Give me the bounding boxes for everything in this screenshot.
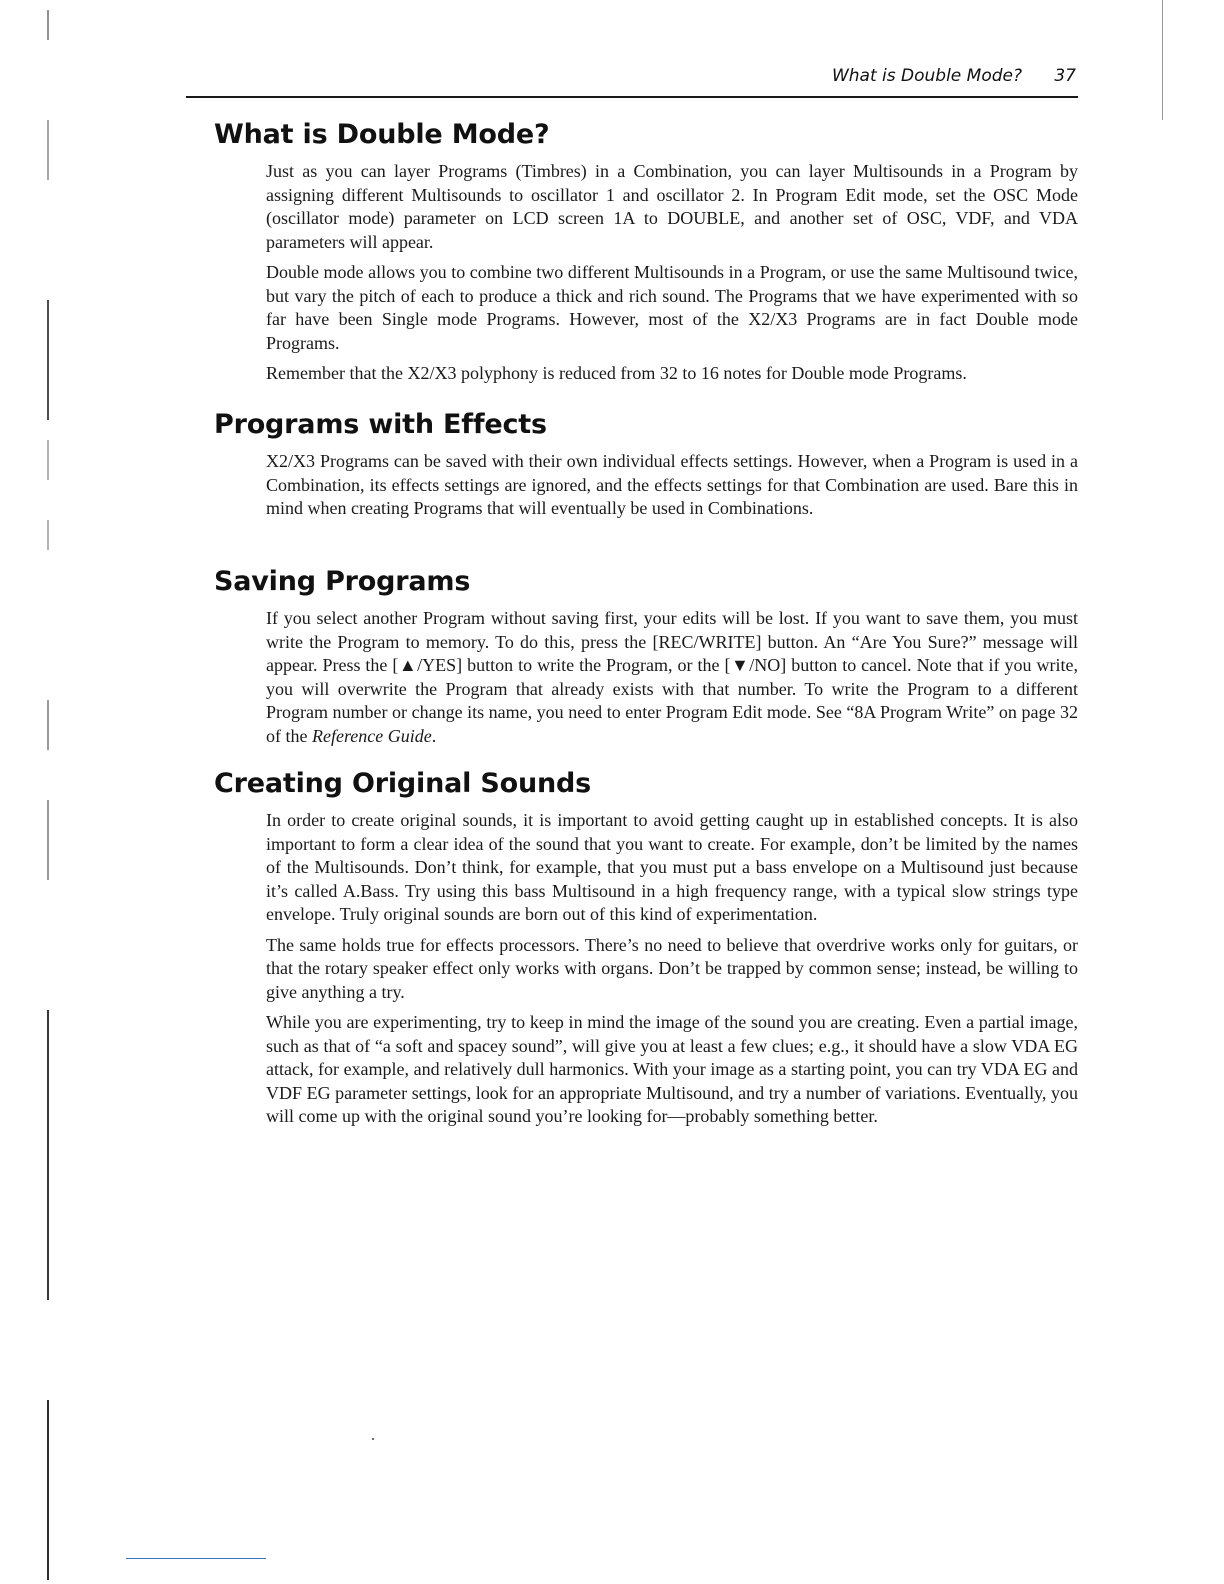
paragraph: Remember that the X2/X3 polyphony is reduced from 32 to 16 notes for Double mode Programs. (266, 363, 967, 383)
section-saving-programs (214, 565, 1078, 755)
section-double-mode (214, 118, 1078, 393)
footnote-rule (126, 1558, 266, 1559)
paragraph-text: If you select another Program without saving first, your edits will be lost. If you want to save them, you must write the Program to memory. To do this, press the [REC/WRITE] button. An “Are You Sure?” message will appear. Press the [▲/YES] button to write the Program, or the [▼/NO] button to cancel. Note that if you write, you will overwrite the Program that already exists with that number. To write the Program to a different Program number or change its name, you need to enter Program Edit mode. See “8A Program Write” on page 32 of the (266, 608, 1078, 746)
section-heading: Programs with Effects (214, 409, 547, 440)
scan-edge-right (1162, 0, 1163, 1584)
page-number: 37 (1054, 66, 1076, 86)
paragraph: Just as you can layer Programs (Timbres) in a Combination, you can layer Multisounds in a Program by assigning different Multisounds to oscillator 1 and oscillator 2. In Program Edit mode, set the OSC Mode (oscillator mode) parameter on LCD screen 1A to DOUBLE, and another set of OSC, VDF, and VDA parameters will appear. (266, 161, 1078, 252)
reference-guide-title: Reference Guide (311, 725, 432, 746)
paragraph (266, 607, 1078, 748)
scan-edge-left (47, 0, 49, 1584)
running-title: What is Double Mode? (831, 66, 1022, 86)
paragraph-text-end: . (431, 725, 437, 746)
section-programs-with-effects (214, 408, 1078, 528)
paragraph: The same holds true for effects processors. There’s no need to believe that overdrive works only for guitars, or that the rotary speaker effect only works with organs. Don’t be trapped by common sense; instead, be willing to give anything a try. (266, 934, 1078, 1002)
section-creating-original-sounds (214, 767, 1078, 1136)
section-heading: Saving Programs (214, 566, 471, 597)
running-header (186, 64, 1078, 98)
paragraph: Double mode allows you to combine two different Multisounds in a Program, or use the same Multisound twice, but vary the pitch of each to produce a thick and rich sound. The Programs that we have experimented with so far have been Single mode Programs. However, most of the X2/X3 Programs are in fact Double mode Programs. (266, 262, 1078, 353)
section-heading: What is Double Mode? (214, 119, 550, 150)
paragraph: In order to create original sounds, it is important to avoid getting caught up in established concepts. It is also important to form a clear idea of the sound that you want to create. For example, don’t be limited by the names of the Multisounds. Don’t think, for example, that you must put a bass envelope on a Multisound just because it’s called A.Bass. Try using this bass Multisound in a high frequency range, with a typical slow strings type envelope. Truly original sounds are born out of this kind of experimentation. (266, 810, 1078, 924)
section-heading: Creating Original Sounds (214, 768, 592, 799)
paragraph: While you are experimenting, try to keep in mind the image of the sound you are creating. Even a partial image, such as that of “a soft and spacey sound”, will give you at least a few clues; e.g., it should have a slow VDA EG attack, for example, and relatively dull harmonics. With your image as a starting point, you can try VDA EG and VDF EG parameter settings, look for an appropriate Multisound, and try a number of variations. Eventually, you will come up with the original sound you’re looking for—probably something better. (266, 1012, 1078, 1126)
paragraph: X2/X3 Programs can be saved with their own individual effects settings. However, when a Program is used in a Combination, its effects settings are ignored, and the effects settings for that Combination are used. Bare this in mind when creating Programs that will eventually be used in Combinations. (266, 451, 1078, 518)
scan-speck (372, 1438, 374, 1440)
